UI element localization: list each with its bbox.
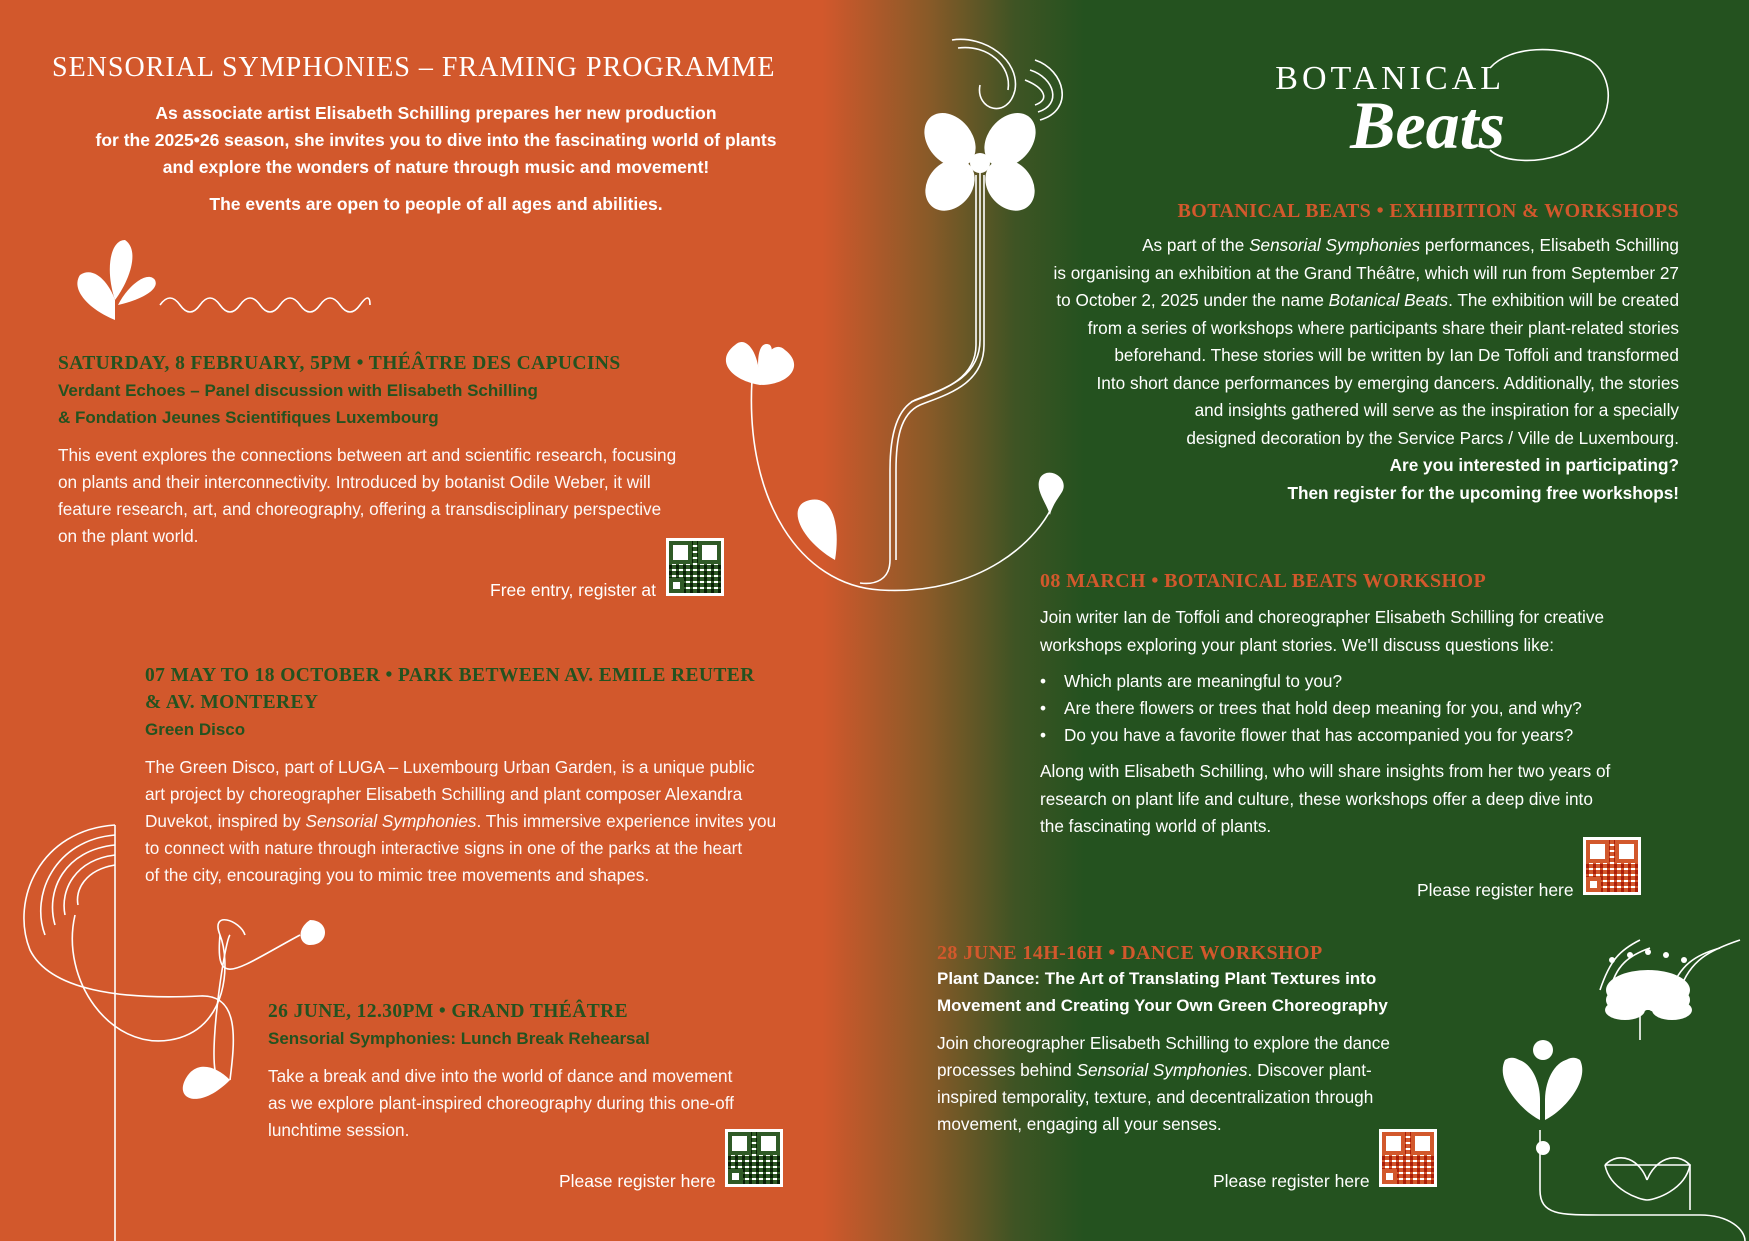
event-description-line: on plants and their interconnectivity. Introduced by botanist Odile Weber, it will bbox=[58, 472, 651, 492]
event-description bbox=[58, 442, 728, 550]
event-subtitle: Green Disco bbox=[145, 720, 246, 739]
event-description-line: on the plant world. bbox=[58, 526, 199, 546]
workshop-description bbox=[937, 1030, 1457, 1138]
qr-code-workshop[interactable] bbox=[1583, 837, 1641, 895]
event-subtitle: & Fondation Jeunes Scientifiques Luxembourg bbox=[58, 408, 439, 427]
subtitle-line: Movement and Creating Your Own Green Choreography bbox=[937, 996, 1388, 1015]
description-line: to October 2, 2025 under the name Botanical Beats. The exhibition will be created bbox=[1056, 290, 1679, 310]
description-line: and insights gathered will serve as the inspiration for a specially bbox=[1194, 400, 1679, 420]
workshop-subtitle bbox=[937, 965, 1457, 1019]
workshop-outro bbox=[1040, 758, 1680, 841]
description-line: designed decoration by the Service Parcs / Ville de Luxembourg. bbox=[1186, 427, 1679, 448]
register-label: Free entry, register at bbox=[490, 580, 656, 600]
register-label: Please register here bbox=[559, 1171, 716, 1191]
event-description bbox=[268, 1063, 788, 1144]
call-to-action: Then register for the upcoming free workshops! bbox=[1287, 482, 1679, 503]
outro-line: Along with Elisabeth Schilling, who will share insights from her two years of bbox=[1040, 761, 1611, 781]
qr-code-panel-discussion[interactable] bbox=[666, 538, 724, 596]
register-label: Please register here bbox=[1417, 880, 1574, 900]
event-subtitle: Verdant Echoes – Panel discussion with Elisabeth Schilling bbox=[58, 381, 538, 400]
description-line: inspired temporality, texture, and decentralization through bbox=[937, 1087, 1374, 1107]
intro-text bbox=[62, 100, 810, 181]
list-item: • Are there flowers or trees that hold deep meaning for you, and why? bbox=[1040, 695, 1680, 722]
outro-line: research on plant life and culture, these workshops offer a deep dive into bbox=[1040, 788, 1593, 809]
register-label: Please register here bbox=[1213, 1171, 1370, 1191]
event-lunch-rehearsal bbox=[268, 998, 788, 1144]
workshop-botanical-beats bbox=[1040, 570, 1680, 841]
event-description-line: as we explore plant-inspired choreography during this one-off bbox=[268, 1093, 734, 1113]
event-heading-line: 07 MAY TO 18 OCTOBER • PARK BETWEEN AV. EMILE REUTER bbox=[145, 665, 755, 686]
page-title: SENSORIAL SYMPHONIES – FRAMING PROGRAMME bbox=[52, 52, 776, 83]
event-description-line: This event explores the connections between art and scientific research, focusing bbox=[58, 445, 677, 465]
description-line: Join choreographer Elisabeth Schilling to explore the dance bbox=[937, 1033, 1390, 1053]
exhibition-description bbox=[959, 232, 1679, 507]
logo-beats: Beats bbox=[1350, 87, 1505, 163]
intro-note: The events are open to people of all ages and abilities. bbox=[209, 194, 663, 214]
subtitle-line: Plant Dance: The Art of Translating Plant Textures into bbox=[937, 969, 1377, 988]
event-description-line: art project by choreographer Elisabeth Schilling and plant composer Alexandra bbox=[145, 784, 743, 804]
exhibition-section bbox=[959, 200, 1679, 507]
workshop-dance bbox=[937, 942, 1457, 1138]
description-line: is organising an exhibition at the Grand Théâtre, which will run from September 27 bbox=[1053, 262, 1679, 283]
event-description-line: The Green Disco, part of LUGA – Luxembourg Urban Garden, is a unique public bbox=[145, 757, 755, 777]
intro-line: Join writer Ian de Toffoli and choreographer Elisabeth Schilling for creative bbox=[1040, 607, 1605, 627]
event-description bbox=[145, 754, 815, 889]
intro-line: workshops exploring your plant stories. We'll discuss questions like: bbox=[1040, 634, 1555, 655]
list-item: • Which plants are meaningful to you? bbox=[1040, 668, 1680, 695]
outro-line: the fascinating world of plants. bbox=[1040, 816, 1272, 836]
event-heading-line: & AV. MONTEREY bbox=[145, 692, 319, 713]
event-green-disco bbox=[145, 662, 815, 889]
description-line: processes behind Sensorial Symphonies. Discover plant- bbox=[937, 1060, 1372, 1080]
description-line: Into short dance performances by emerging dancers. Additionally, the stories bbox=[1096, 372, 1679, 393]
qr-code-lunch-rehearsal[interactable] bbox=[725, 1129, 783, 1187]
question-list bbox=[1040, 668, 1680, 749]
event-heading bbox=[145, 662, 815, 716]
description-line: movement, engaging all your senses. bbox=[937, 1114, 1222, 1134]
intro-line: As associate artist Elisabeth Schilling prepares her new production bbox=[155, 103, 717, 123]
event-heading: SATURDAY, 8 FEBRUARY, 5PM • THÉÂTRE DES CAPUCINS bbox=[58, 353, 621, 374]
event-description-line: lunchtime session. bbox=[268, 1120, 410, 1140]
description-line: beforehand. These stories will be written by Ian De Toffoli and transformed bbox=[1114, 345, 1679, 365]
event-description-line: feature research, art, and choreography, offering a transdisciplinary perspective bbox=[58, 499, 662, 519]
section-heading: 28 JUNE 14H-16H • DANCE WORKSHOP bbox=[937, 942, 1323, 964]
event-panel-discussion bbox=[58, 350, 728, 550]
event-description-line: Take a break and dive into the world of dance and movement bbox=[268, 1066, 733, 1086]
event-subtitle: Sensorial Symphonies: Lunch Break Rehearsal bbox=[268, 1029, 650, 1048]
event-description-line: of the city, encouraging you to mimic tree movements and shapes. bbox=[145, 865, 650, 885]
call-to-action: Are you interested in participating? bbox=[1389, 455, 1679, 475]
description-line: from a series of workshops where participants share their plant-related stories bbox=[1087, 317, 1679, 338]
intro-line: for the 2025•26 season, she invites you to dive into the fascinating world of plants bbox=[95, 130, 777, 150]
section-heading: BOTANICAL BEATS • EXHIBITION & WORKSHOPS bbox=[1177, 200, 1679, 222]
logo-botanical: BOTANICAL bbox=[1275, 60, 1505, 97]
event-description-line: to connect with nature through interactive signs in one of the parks at the heart bbox=[145, 838, 743, 858]
intro-line: and explore the wonders of nature through music and movement! bbox=[162, 157, 710, 177]
section-heading: 08 MARCH • BOTANICAL BEATS WORKSHOP bbox=[1040, 570, 1487, 592]
qr-code-dance-workshop[interactable] bbox=[1379, 1129, 1437, 1187]
description-line: As part of the Sensorial Symphonies performances, Elisabeth Schilling bbox=[1142, 235, 1679, 255]
event-description-line: Duvekot, inspired by Sensorial Symphonies. This immersive experience invites you bbox=[145, 811, 777, 831]
list-item: • Do you have a favorite flower that has accompanied you for years? bbox=[1040, 722, 1680, 749]
event-heading: 26 JUNE, 12.30PM • GRAND THÉÂTRE bbox=[268, 1001, 628, 1022]
workshop-intro bbox=[1040, 604, 1680, 659]
